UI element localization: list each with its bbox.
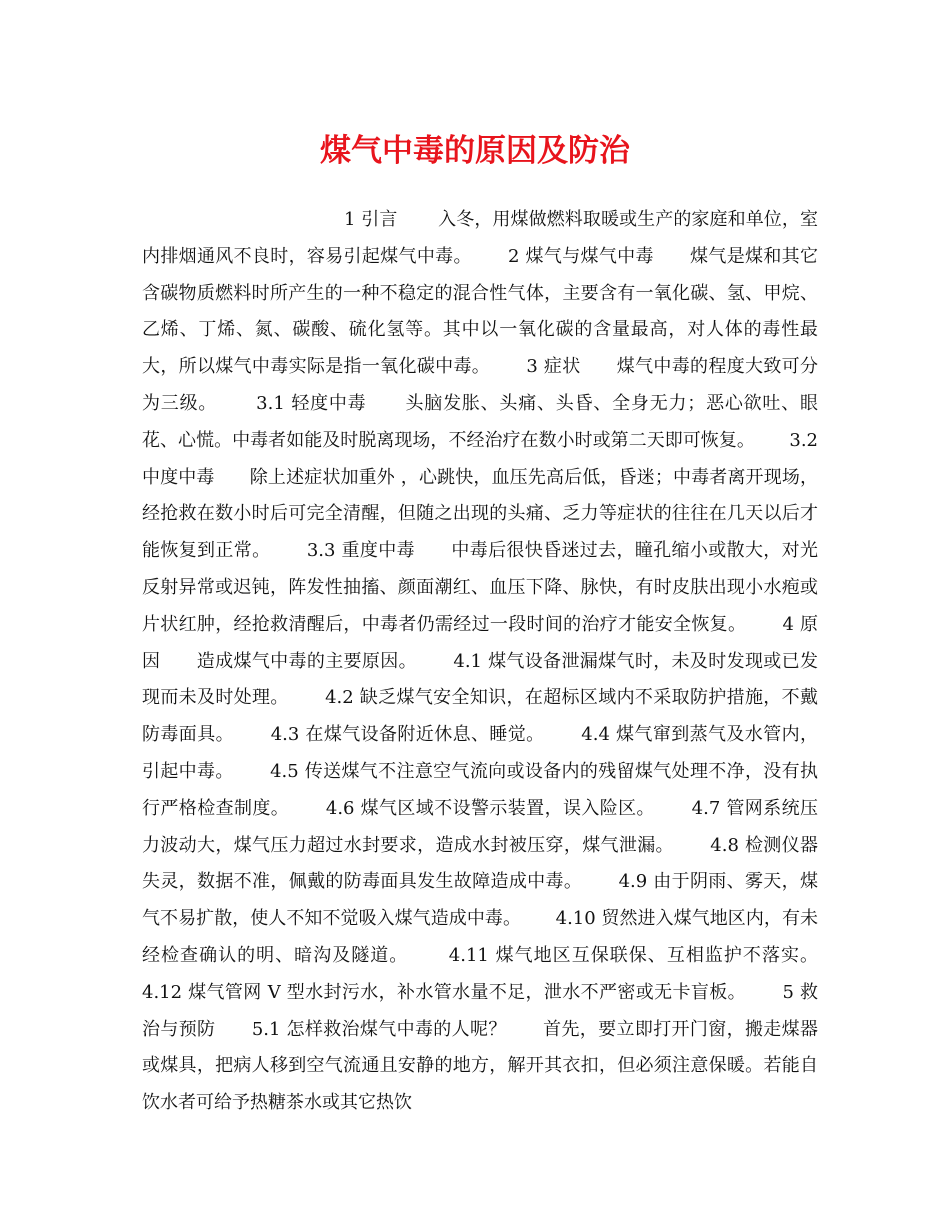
document-title: 煤气中毒的原因及防治: [320, 133, 630, 169]
document-body: 1 引言 入冬，用煤做燃料取暖或生产的家庭和单位，室内排烟通风不良时，容易引起煤气中毒。 2 煤气与煤气中毒 煤气是煤和其它含碳物质燃料时所产生的一种不稳定的混合性气体，主要含有一氧化碳、氢、甲烷、乙烯、丁烯、氮、碳酸、硫化氢等。其中以一氧化碳的含量最高，对人体的毒性最大，所以煤气中毒实际是指一氧化碳中毒。 3 症状 煤气中毒的程度大致可分为三级。 3.1 轻度中毒 头脑发胀、头痛、头昏、全身无力；恶心欲吐、眼花、心慌。中毒者如能及时脱离现场，不经治疗在数小时或第二天即可恢复。 3.2 中度中毒 除上述症状加重外 ，心跳快，血压先高后低，昏迷；中毒者离开现场，经抢救在数小时后可完全清醒，但随之出现的头痛、乏力等症状的往往在几天以后才能恢复到正常。 3.3 重度中毒 中毒后很快昏迷过去，瞳孔缩小或散大，对光反射异常或迟钝，阵发性抽搐、颜面潮红、血压下降、脉快，有时皮肤出现小水疱或片状红肿，经抢救清醒后，中毒者仍需经过一段时间的治疗才能安全恢复。 4 原因 造成煤气中毒的主要原因。 4.1 煤气设备泄漏煤气时，未及时发现或已发现而未及时处理。 4.2 缺乏煤气安全知识，在超标区域内不采取防护措施，不戴防毒面具。 4.3 在煤气设备附近休息、睡觉。 4.4 煤气窜到蒸气及水管内，引起中毒。 4.5 传送煤气不注意空气流向或设备内的残留煤气处理不净，没有执行严格检查制度。 4.6 煤气区域不设警示装置，误入险区。 4.7 管网系统压力波动大，煤气压力超过水封要求，造成水封被压穿，煤气泄漏。 4.8 检测仪器失灵，数据不准，佩戴的防毒面具发生故障造成中毒。 4.9 由于阴雨、雾天，煤气不易扩散，使人不知不觉吸入煤气造成中毒。 4.10 贸然进入煤气地区内，有未经检查确认的明、暗沟及隧道。 4.11 煤气地区互保联保、互相监护不落实。 4.12 煤气管网 V 型水封污水，补水管水量不足，泄水不严密或无卡盲板。 5 救治与预防 5.1 怎样救治煤气中毒的人呢？ 首先，要立即打开门窗，搬走煤器或煤具，把病人移到空气流通且安静的地方，解开其衣扣，但必须注意保暖。若能自饮水者可给予热糖茶水或其它热饮: [142, 209, 853, 1114]
